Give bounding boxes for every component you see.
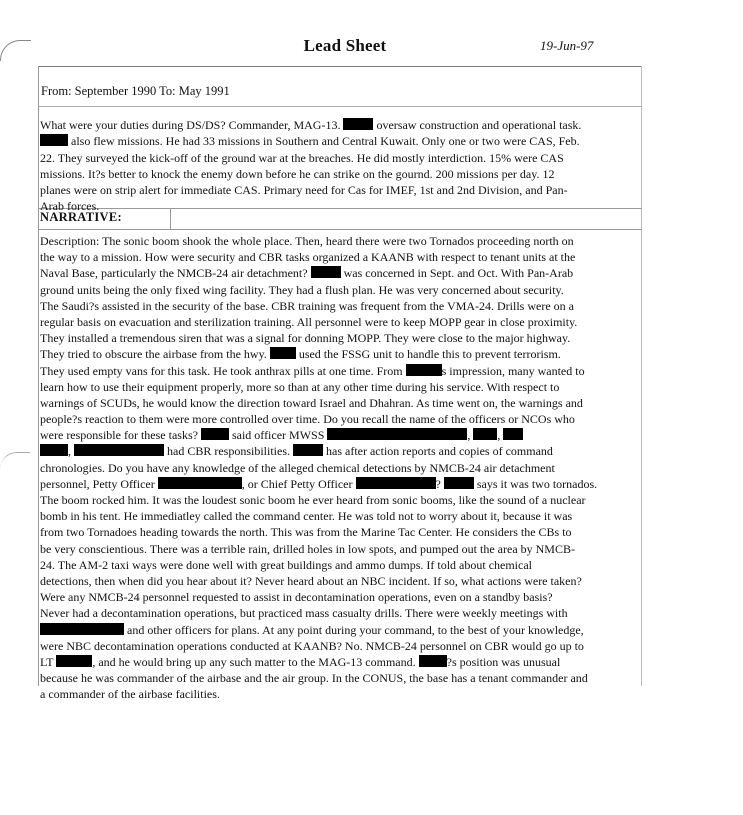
text-line: warnings of SCUDs, he would know the direction toward Israel and Dhahran. As time went on, the warnings and [40, 395, 583, 410]
page-corner-mark [0, 452, 30, 469]
redaction-block [56, 655, 92, 667]
redaction-block [311, 266, 341, 278]
text-line: be very conscientious. There was a terrible rain, drilled holes in low spots, and pumped out the area by NMCB- [40, 541, 575, 556]
text-line: were responsible for these tasks? said officer MWSS , , [40, 427, 640, 443]
rule-left [38, 66, 39, 686]
text-line: were NBC decontamination operations conducted at KAANB? No. NMCB-24 personnel on CBR would go up to [40, 638, 584, 653]
text-line: personnel, Petty Officer , or Chief Petty Officer ? says it was two tornados. [40, 476, 598, 491]
redaction-block [201, 428, 229, 440]
text-line: 24. The AM-2 taxi ways were done well with great buildings and ammo dumps. If told about chemical [40, 557, 533, 572]
text-line: 22. They surveyed the kick-off of the ground war at the breaches. He did mostly interdiction. 15% were CAS [40, 150, 564, 165]
text-line: missions. It?s better to knock the enemy down before he can strike on the gournd. 200 missions per day. 12 [40, 166, 555, 181]
redaction-block [419, 655, 447, 667]
redaction-block [293, 444, 323, 456]
document-date: 19-Jun-97 [540, 38, 594, 53]
text-line: detections, then when did you hear about it? Never heard about an NBC incident. If so, what actions were taken? [40, 573, 582, 588]
redaction-block [40, 623, 124, 635]
narrative-label: NARRATIVE: [40, 210, 122, 224]
text-line: from two Tornadoes heading towards the north. This was from the Marine Tac Center. He considers the CBs to [40, 525, 572, 540]
text-line: because he was commander of the airbase and the air group. In the CONUS, the base has a tenant commander and [40, 671, 588, 686]
text-line: They tried to obscure the airbase from the hwy. used the FSSG unit to handle this to prevent terrorism. [40, 347, 561, 362]
period-field: From: September 1990 To: May 1991 [41, 84, 230, 98]
text-line: Arab forces. [40, 199, 100, 214]
text-line: Naval Base, particularly the NMCB-24 air detachment? was concerned in Sept. and Oct. With Pan-Arab [40, 266, 574, 281]
text-line: What were your duties during DS/DS? Commander, MAG-13. oversaw construction and operational task. [40, 118, 582, 132]
redaction-block [343, 118, 373, 130]
text-line: a commander of the airbase facilities. [40, 687, 220, 702]
text-line: Never had a decontamination operations, but practiced mass casualty drills. There were weekly meetings with [40, 606, 568, 621]
redaction-block [270, 347, 296, 359]
rule-top [38, 66, 642, 67]
redaction-block [40, 444, 68, 456]
redaction-block [503, 428, 523, 440]
text-line: planes were on strip alert for immediate CAS. Primary need for Cas for IMEF, 1st and 2nd Division, and Pan- [40, 183, 568, 198]
redaction-block [40, 134, 68, 146]
text-line: LT , and he would bring up any such matter to the MAG-13 command. ?s position was unusual [40, 654, 561, 669]
redaction-block [158, 477, 242, 489]
text-line: also flew missions. He had 33 missions in Southern and Central Kuwait. Only one or two were CAS, Feb. [40, 133, 640, 149]
text-line: people?s reaction to them were more controlled over time. Do you recall the name of the officers or NCOs who [40, 412, 575, 427]
text-line: bomb in his tent. He immediatley called the command center. He was told not to worry about it, because it was [40, 509, 573, 524]
rule-period [38, 106, 642, 107]
rule-narrative-bottom [38, 229, 642, 230]
text-line: They used empty vans for this task. He took anthrax pills at one time. From s impression, many wanted to [40, 363, 585, 378]
redaction-block [406, 364, 442, 376]
text-line: The Saudi?s assisted in the security of the base. CBR training was frequent from the VMA-24. Drills were on a [40, 298, 574, 313]
text-line: Description: The sonic boom shook the whole place. Then, heard there were two Tornados proceeding north on [40, 234, 574, 248]
redaction-block [444, 477, 474, 489]
text-line: regular basis on evacuation and sterilization training. All personnel were to keep MOPP gear in close proximity. [40, 314, 578, 329]
redaction-block [473, 428, 497, 440]
redaction-block [327, 428, 467, 440]
text-line: Were any NMCB-24 personnel requested to assist in decontamination operations, even on a standby basis? [40, 590, 553, 605]
text-line: The boom rocked him. It was the loudest sonic boom he ever heard from sonic booms, like the sound of a nuclear [40, 493, 586, 507]
text-line: chronologies. Do you have any knowledge of the alleged chemical detections by NMCB-24 air detachment [40, 460, 555, 475]
summary-paragraph [40, 117, 640, 215]
text-line: They installed a tremendous siren that was a signal for donning MOPP. They were close to the major highway. [40, 331, 571, 346]
redaction-block [356, 477, 436, 489]
text-line: learn how to use their equipment properly, more so than at any other time during his service. With respect to [40, 379, 560, 394]
rule-right [641, 66, 642, 686]
text-line: , had CBR responsibilities. has after action reports and copies of command [40, 443, 640, 459]
text-line: the way to a mission. How were security and CBR tasks organized a KAANB with respect to tenant units at the [40, 250, 576, 265]
text-line: and other officers for plans. At any point during your command, to the best of your knowledge, [40, 622, 640, 638]
document-title: Lead Sheet [303, 36, 387, 55]
text-line: ground units being the only fixed wing facility. They had a flush plan. He was very concerned about security. [40, 282, 564, 297]
redaction-block [74, 444, 164, 456]
narrative-paragraph [40, 233, 640, 702]
